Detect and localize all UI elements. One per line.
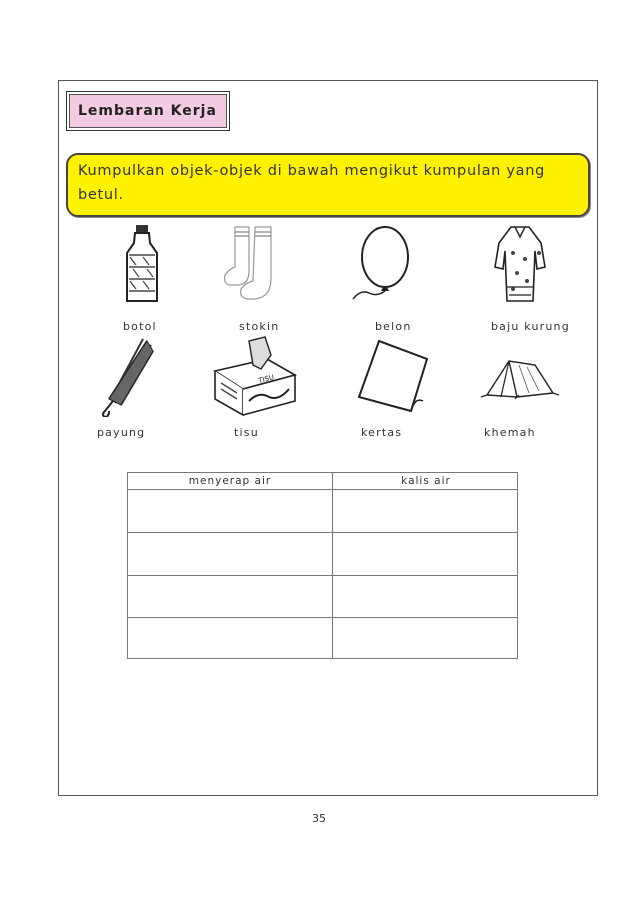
table-column-divider	[332, 473, 333, 658]
table-row-divider	[128, 532, 517, 533]
item-label-belon: belon	[375, 320, 412, 333]
worksheet-title-box	[66, 91, 230, 131]
sorting-table	[127, 472, 518, 659]
tent-icon	[479, 351, 559, 403]
tissue-box-text: TISU	[257, 373, 275, 385]
item-label-stokin: stokin	[239, 320, 280, 333]
dress-icon	[491, 223, 549, 305]
item-label-tisu: tisu	[234, 426, 259, 439]
page-number: 35	[312, 812, 326, 825]
balloon-icon	[347, 223, 415, 303]
table-row-divider	[128, 489, 517, 490]
paper-icon	[353, 337, 433, 415]
table-row-divider	[128, 575, 517, 576]
instruction-box: Kumpulkan objek-objek di bawah mengikut kumpulan yang betul.	[66, 153, 590, 217]
tissue-box-icon	[209, 335, 301, 417]
worksheet-frame	[58, 80, 598, 796]
bottle-icon	[121, 223, 163, 305]
table-header-kalis-air: kalis air	[401, 475, 451, 487]
item-label-botol: botol	[123, 320, 157, 333]
item-label-baju-kurung: baju kurung	[491, 320, 570, 333]
worksheet-title: Lembaran Kerja	[69, 94, 227, 128]
table-row-divider	[128, 617, 517, 618]
umbrella-icon	[97, 337, 155, 417]
item-label-khemah: khemah	[484, 426, 536, 439]
sock-icon	[219, 223, 285, 305]
item-label-payung: payung	[97, 426, 146, 439]
item-label-kertas: kertas	[361, 426, 403, 439]
table-header-menyerap-air: menyerap air	[188, 475, 272, 487]
